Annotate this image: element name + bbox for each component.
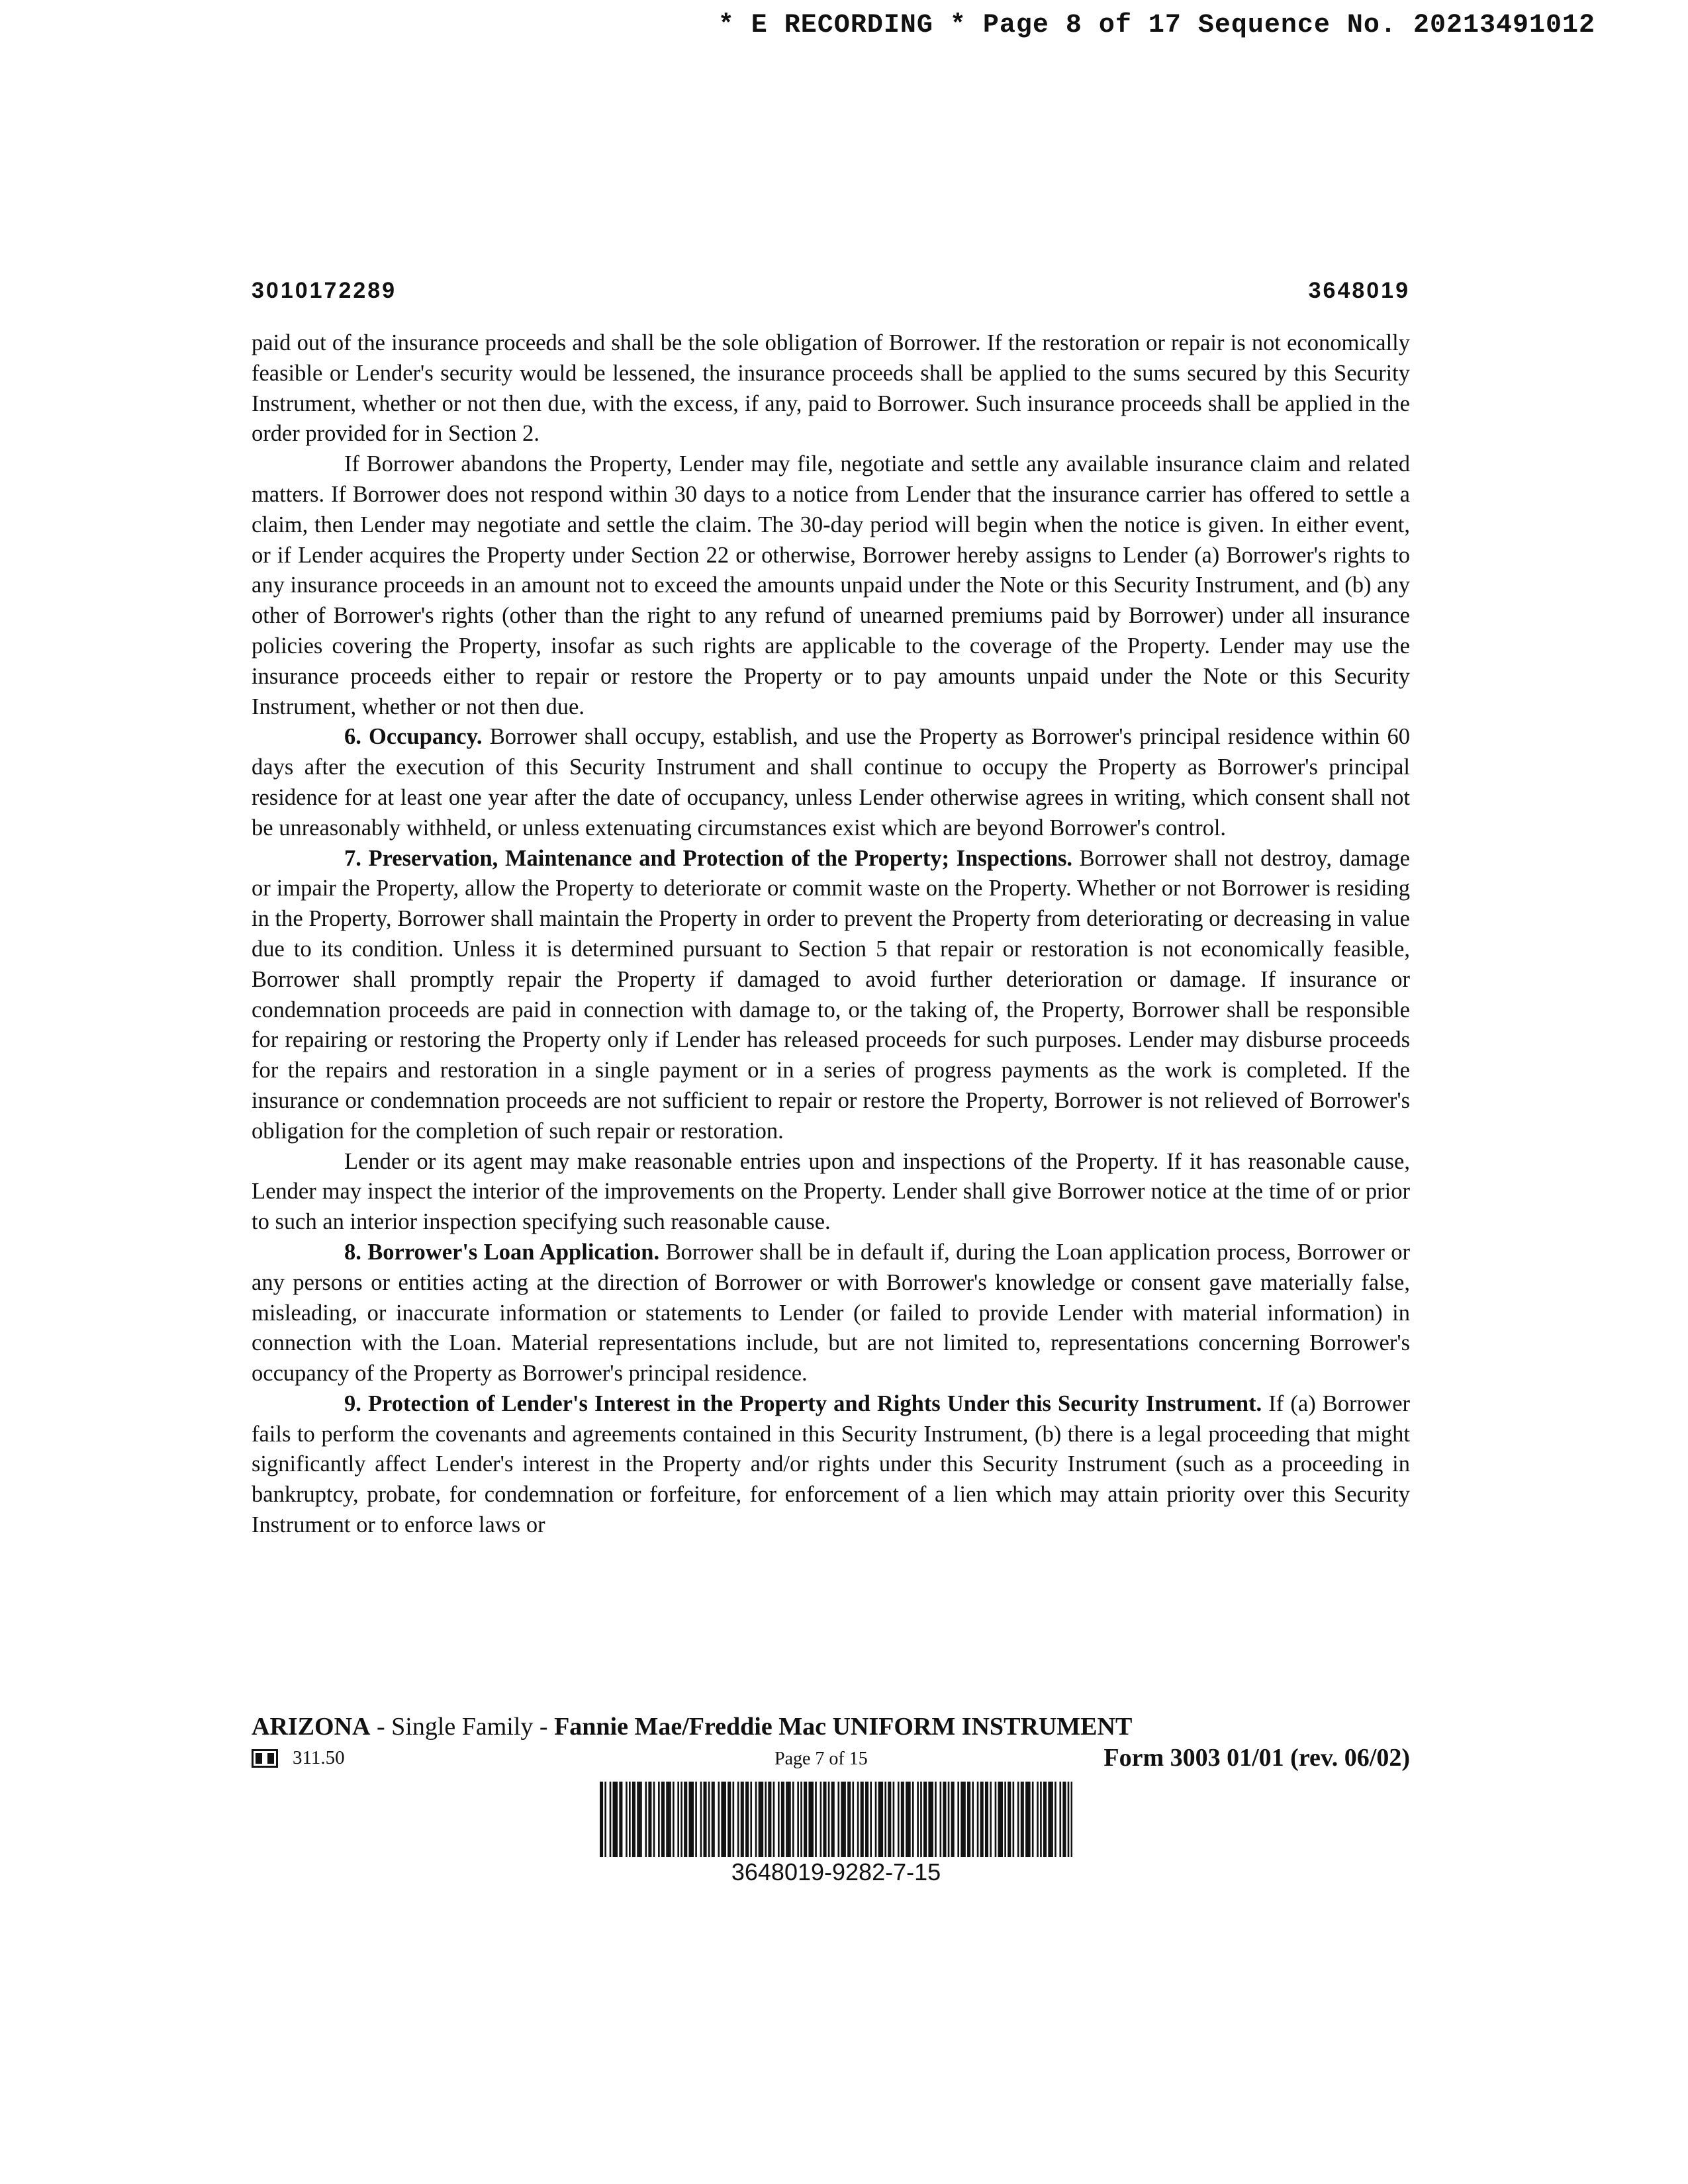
- paragraph-text: If Borrower abandons the Property, Lender may file, negotiate and settle any available insurance claim and related matters. If Borrower does not respond within 30 days to a notice from Lender that the insurance carrier has offered to settle a claim, then Lender may negotiate and settle the claim. The 30-day period will begin when the notice is given. In either event, or if Lender acquires the Property under Section 22 or otherwise, Borrower hereby assigns to Lender (a) Borrower's rights to any insurance proceeds in an amount not to exceed the amounts unpaid under the Note or this Security Instrument, and (b) any other of Borrower's rights (other than the right to any refund of unearned premiums paid by Borrower) under all insurance policies covering the Property, insofar as such rights are applicable to the coverage of the Property. Lender may use the insurance proceeds either to repair or restore the Property or to pay amounts unpaid under the Note or this Security Instrument, whether or not then due.: [252, 451, 1410, 719]
- barcode-bar: [841, 1782, 843, 1857]
- barcode-bar: [1027, 1782, 1029, 1857]
- barcode-bar: [1022, 1782, 1024, 1857]
- barcode-bar: [782, 1782, 784, 1857]
- barcode-bar: [653, 1782, 655, 1857]
- barcode-bar: [995, 1782, 997, 1857]
- barcode-bar: [770, 1782, 772, 1857]
- barcode-bar: [909, 1782, 911, 1857]
- barcode-bar: [613, 1782, 615, 1857]
- paragraph-text: Borrower shall not destroy, damage or impair the Property, allow the Property to deteriorate or commit waste on the Property. Whether or not Borrower is residing in the Property, Borrower shall maintain the Property in order to prevent the Property from deteriorating or decreasing in value due to its condition. Unless it is determined pursuant to Section 5 that repair or restoration is not economically feasible, Borrower shall promptly repair the Property if damaged to avoid further deterioration or damage. If insurance or condemnation proceeds are paid in connection with damage to, or the taking of, the Property, Borrower shall be responsible for repairing or restoring the Property only if Lender has released proceeds for such purposes. Lender may disburse proceeds for the repairs and restoration in a single payment or in a series of progress payments as the work is completed. If the insurance or condemnation proceeds are not sufficient to repair or restore the Property, Borrower is not relieved of Borrower's obligation for the completion of such repair or restoration.: [252, 845, 1410, 1144]
- barcode-bar: [604, 1782, 606, 1857]
- barcode-bar: [898, 1782, 900, 1857]
- barcode-bar: [844, 1782, 846, 1857]
- barcode-bar: [727, 1782, 729, 1857]
- barcode-bar: [939, 1782, 941, 1857]
- form-number: Form 3003 01/01 (rev. 06/02): [1103, 1744, 1410, 1772]
- barcode-bar: [723, 1782, 725, 1857]
- barcode-bar: [684, 1782, 686, 1857]
- barcode-bar: [1055, 1782, 1056, 1857]
- barcode-bar: [768, 1782, 770, 1857]
- barcode-bar: [833, 1782, 835, 1857]
- paragraph-heading: 7. Preservation, Maintenance and Protection of the Property; Inspections.: [344, 845, 1073, 871]
- paragraph-text: Borrower shall be in default if, during the Loan application process, Borrower or any persons or entities acting at the direction of Borrower or with Borrower's knowledge or consent gave materially false, misleading, or inaccurate information or statements to Lender (or failed to provide Lender with material information) in connection with the Loan. Material representations include, but are not limited to, representations concerning Borrower's occupancy of the Property as Borrower's principal residence.: [252, 1239, 1410, 1387]
- barcode-bar: [645, 1782, 647, 1857]
- barcode-bar: [666, 1782, 668, 1857]
- barcode-bar: [1064, 1782, 1066, 1857]
- form-provider-logo-icon: [252, 1749, 278, 1768]
- barcode-bar: [828, 1782, 830, 1857]
- barcode-bar: [626, 1782, 628, 1857]
- barcode-bar: [1068, 1782, 1070, 1857]
- barcode-bar: [1017, 1782, 1019, 1857]
- barcode-bar: [852, 1782, 854, 1857]
- barcode-bar: [806, 1782, 808, 1857]
- barcode-bar: [861, 1782, 863, 1857]
- barcode-bar: [961, 1782, 962, 1857]
- barcode-bar: [1059, 1782, 1061, 1857]
- barcode-bar: [712, 1782, 714, 1857]
- paragraph-text: Borrower shall occupy, establish, and use the Property as Borrower's principal residence within 60 days after the execution of this Security Instrument and shall continue to occupy the Property as Borrower's principal residence for at least one year after the date of occupancy, unless Lender otherwise agrees in writing, which consent shall not be unreasonably withheld, or unless extenuating circumstances exist which are beyond Borrower's control.: [252, 724, 1410, 841]
- barcode-bar: [745, 1782, 747, 1857]
- footer-instrument: Fannie Mae/Freddie Mac UNIFORM INSTRUMENT: [554, 1713, 1133, 1741]
- barcode-bar: [951, 1782, 953, 1857]
- barcode-bar: [945, 1782, 947, 1857]
- loan-number-left: 3010172289: [252, 278, 397, 303]
- barcode-bar: [810, 1782, 812, 1857]
- barcode-bar: [778, 1782, 780, 1857]
- paragraph-heading: 9. Protection of Lender's Interest in the Property and Rights Under this Security Instrument.: [344, 1390, 1262, 1416]
- barcode-bar: [857, 1782, 859, 1857]
- paragraph: [252, 449, 1410, 722]
- barcode-bar: [888, 1782, 890, 1857]
- barcode-bar: [713, 1782, 715, 1857]
- paragraph: [252, 722, 1410, 843]
- barcode-bar: [600, 1782, 602, 1857]
- barcode-bar: [1048, 1782, 1050, 1857]
- barcode-bar: [733, 1782, 735, 1857]
- barcode-bar: [930, 1782, 932, 1857]
- paragraph: [252, 844, 1410, 1147]
- barcode-bar: [804, 1782, 806, 1857]
- barcode-bar: [705, 1782, 707, 1857]
- barcode-bar: [935, 1782, 937, 1857]
- barcode-bar: [837, 1782, 839, 1857]
- barcode-bar: [912, 1782, 914, 1857]
- barcode-bar: [920, 1782, 922, 1857]
- barcode-bar: [1004, 1782, 1006, 1857]
- barcode-bar: [742, 1782, 744, 1857]
- barcode-bar: [686, 1782, 688, 1857]
- barcode-bar: [747, 1782, 749, 1857]
- barcode-bar: [1021, 1782, 1023, 1857]
- barcode-bar: [917, 1782, 919, 1857]
- barcode-bar: [969, 1782, 971, 1857]
- barcode-bar: [633, 1782, 635, 1857]
- barcode-bar: [980, 1782, 982, 1857]
- barcode-bar: [870, 1782, 872, 1857]
- barcode-bar: [964, 1782, 966, 1857]
- barcode-bar: [880, 1782, 882, 1857]
- barcode-bar: [741, 1782, 743, 1857]
- barcode-bar: [1009, 1782, 1011, 1857]
- barcode-bar: [639, 1782, 641, 1857]
- paragraph-heading: 8. Borrower's Loan Application.: [344, 1239, 660, 1265]
- barcode-bar: [789, 1782, 791, 1857]
- paragraph-text: Lender or its agent may make reasonable entries upon and inspections of the Property. If it has reasonable cause, Lender may inspect the interior of the improvements on the Property. Lender shall give Borrower notice at the time of or prior to such an interior inspection specifying such reasonable cause.: [252, 1148, 1410, 1235]
- barcode-bar: [792, 1782, 794, 1857]
- barcode-bar: [881, 1782, 883, 1857]
- barcode-bar: [1051, 1782, 1053, 1857]
- barcode-bar: [677, 1782, 679, 1857]
- barcode-bar: [729, 1782, 731, 1857]
- barcode-bar: [695, 1782, 697, 1857]
- barcode-bar: [962, 1782, 964, 1857]
- form-footer: [252, 1711, 1410, 1776]
- barcode-bar: [1025, 1782, 1027, 1857]
- barcode-bar: [823, 1782, 825, 1857]
- barcode-bar: [1071, 1782, 1072, 1857]
- barcode-bar: [690, 1782, 692, 1857]
- barcode-bar: [760, 1782, 762, 1857]
- barcode-bar: [948, 1782, 950, 1857]
- barcode-bar: [825, 1782, 827, 1857]
- barcode-bar: [953, 1782, 955, 1857]
- barcode-bar: [692, 1782, 694, 1857]
- barcode-bar: [1050, 1782, 1052, 1857]
- barcode-bar: [1013, 1782, 1015, 1857]
- footer-row: [252, 1743, 1410, 1776]
- barcode-bar: [847, 1782, 849, 1857]
- barcode-bar: [884, 1782, 886, 1857]
- barcode-bar: [982, 1782, 984, 1857]
- barcode-bar: [773, 1782, 775, 1857]
- barcode-bar: [890, 1782, 892, 1857]
- barcode-bar: [765, 1782, 767, 1857]
- barcode-bar: [893, 1782, 895, 1857]
- barcode-bar: [1062, 1782, 1064, 1857]
- barcode-bar: [808, 1782, 810, 1857]
- barcode-bar: [669, 1782, 671, 1857]
- barcode-bar: [977, 1782, 979, 1857]
- barcode-bar: [640, 1782, 642, 1857]
- barcode-bar: [1029, 1782, 1031, 1857]
- paragraph: [252, 1147, 1410, 1238]
- barcode-bar: [800, 1782, 802, 1857]
- recording-header: * E RECORDING * Page 8 of 17 Sequence No. 20213491012: [718, 11, 1595, 40]
- paragraph-text: paid out of the insurance proceeds and shall be the sole obligation of Borrower. If the restoration or repair is not economically feasible or Lender's security would be lessened, the insurance proceeds shall be applied to the sums secured by this Security Instrument, whether or not then due, with the excess, if any, paid to Borrower. Such insurance proceeds shall be applied in the order provided for in Section 2.: [252, 330, 1410, 447]
- barcode-bar: [621, 1782, 623, 1857]
- barcode-bar: [878, 1782, 880, 1857]
- barcode-bar: [990, 1782, 992, 1857]
- barcode-bar: [1043, 1782, 1045, 1857]
- page-number: Page 7 of 15: [774, 1749, 868, 1769]
- barcode-bar: [849, 1782, 851, 1857]
- barcode-bar: [1037, 1782, 1039, 1857]
- paragraph: [252, 1389, 1410, 1541]
- barcode-bar: [762, 1782, 764, 1857]
- barcode-bar: [815, 1782, 817, 1857]
- barcode-bar: [708, 1782, 710, 1857]
- barcode-bar: [661, 1782, 663, 1857]
- barcode-bar: [619, 1782, 621, 1857]
- loan-number-row: [252, 278, 1410, 312]
- barcode-bar: [616, 1782, 618, 1857]
- barcode-bar: [865, 1782, 867, 1857]
- barcode-bar: [867, 1782, 868, 1857]
- barcode-bar: [820, 1782, 822, 1857]
- barcode-bar: [943, 1782, 945, 1857]
- barcode-bar: [650, 1782, 652, 1857]
- barcode-bar: [718, 1782, 720, 1857]
- barcode-bar: [755, 1782, 757, 1857]
- barcode-bar: [601, 1782, 603, 1857]
- barcode-bar: [1000, 1782, 1002, 1857]
- barcode-bar: [831, 1782, 833, 1857]
- barcode-bar: [703, 1782, 705, 1857]
- barcode-bar: [759, 1782, 761, 1857]
- barcode: [600, 1782, 1072, 1857]
- barcode-bar: [668, 1782, 670, 1857]
- document-body: [252, 328, 1410, 1541]
- barcode-bar: [875, 1782, 877, 1857]
- barcode-bar: [906, 1782, 908, 1857]
- barcode-bar: [923, 1782, 925, 1857]
- footer-separator: - Single Family -: [370, 1713, 555, 1741]
- barcode-bar: [673, 1782, 675, 1857]
- barcode-bar: [781, 1782, 783, 1857]
- barcode-bar: [901, 1782, 903, 1857]
- barcode-bar: [998, 1782, 1000, 1857]
- paragraph-heading: 6. Occupancy.: [344, 724, 483, 750]
- barcode-bar: [614, 1782, 616, 1857]
- loan-number-right: 3648019: [1308, 278, 1410, 303]
- barcode-bar: [648, 1782, 650, 1857]
- barcode-bar: [688, 1782, 690, 1857]
- barcode-bar: [1040, 1782, 1042, 1857]
- barcode-bar: [843, 1782, 845, 1857]
- barcode-bar: [902, 1782, 904, 1857]
- barcode-bar: [985, 1782, 987, 1857]
- paragraph-text: If (a) Borrower fails to perform the covenants and agreements contained in this Security Instrument, (b) there is a legal proceeding that might significantly affect Lender's interest in the Property and/or rights under this Security Instrument (such as a proceeding in bankruptcy, probate, for condemnation or forfeiture, for enforcement of a lien which may attain priority over this Security Instrument or to enforce laws or: [252, 1390, 1410, 1538]
- barcode-bar: [663, 1782, 665, 1857]
- barcode-bar: [737, 1782, 739, 1857]
- barcode-bar: [680, 1782, 682, 1857]
- barcode-bar: [812, 1782, 814, 1857]
- barcode-bar: [967, 1782, 969, 1857]
- barcode-bar: [632, 1782, 634, 1857]
- form-code-number: 311.50: [293, 1747, 345, 1768]
- barcode-bar: [928, 1782, 930, 1857]
- barcode-bar: [957, 1782, 959, 1857]
- barcode-bar: [925, 1782, 927, 1857]
- barcode-bar: [1032, 1782, 1034, 1857]
- footer-title: [252, 1711, 1410, 1742]
- barcode-bar: [1045, 1782, 1047, 1857]
- barcode-bar: [750, 1782, 752, 1857]
- barcode-bar: [629, 1782, 631, 1857]
- barcode-bar: [637, 1782, 639, 1857]
- barcode-bar: [700, 1782, 702, 1857]
- barcode-number: 3648019-9282-7-15: [731, 1858, 941, 1886]
- barcode-bar: [972, 1782, 974, 1857]
- paragraph: [252, 1238, 1410, 1389]
- paragraph: [252, 328, 1410, 449]
- barcode-bar: [797, 1782, 799, 1857]
- barcode-bar: [931, 1782, 933, 1857]
- barcode-bar: [986, 1782, 988, 1857]
- barcode-bar: [610, 1782, 612, 1857]
- form-code: [252, 1747, 345, 1769]
- barcode-bar: [721, 1782, 723, 1857]
- barcode-bar: [724, 1782, 726, 1857]
- barcode-bar: [862, 1782, 864, 1857]
- barcode-bar: [1008, 1782, 1009, 1857]
- barcode-bar: [1001, 1782, 1003, 1857]
- barcode-bar: [658, 1782, 660, 1857]
- barcode-bar: [786, 1782, 788, 1857]
- barcode-bar: [788, 1782, 790, 1857]
- barcode-bar: [908, 1782, 910, 1857]
- footer-state: ARIZONA: [252, 1713, 371, 1741]
